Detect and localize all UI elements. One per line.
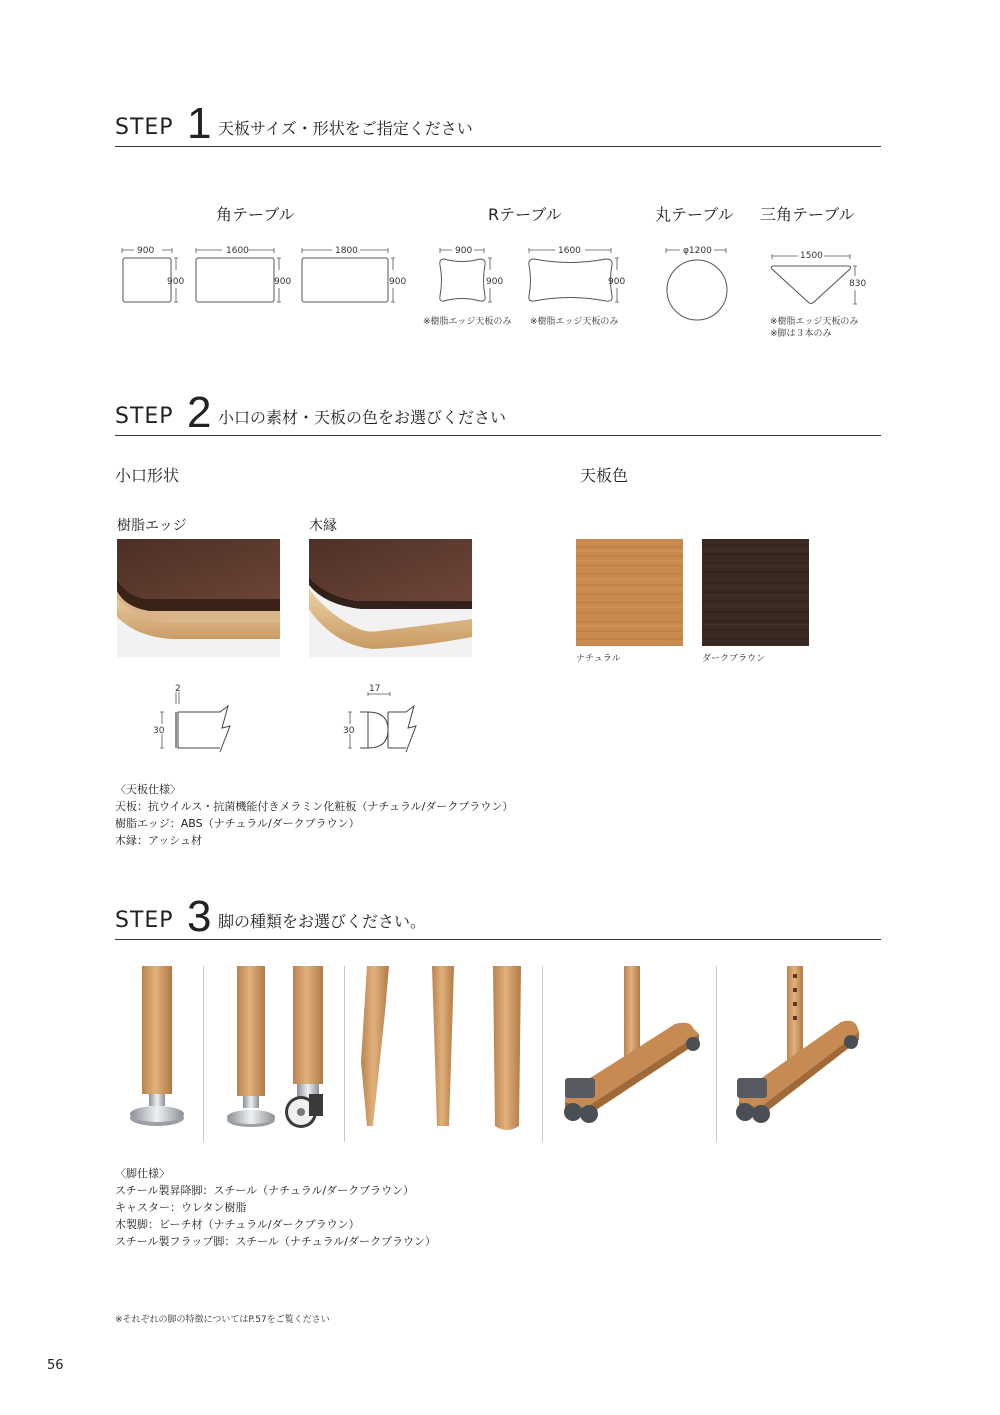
swatch-dark-brown [702,539,809,646]
wood-edge-width-dim: 17 [369,684,381,694]
leg-spec-line: 木製脚：ビーチ材（ナチュラル/ダークブラウン） [115,1218,360,1231]
step2-number: 2 [187,388,212,437]
wood-edge-section-diagram [342,682,437,752]
resin-edge-height-dim: 30 [153,726,165,736]
step1-title: 天板サイズ・形状をご指定ください [218,119,473,138]
tenban-spec-heading: 〈天板仕様〉 [115,783,181,796]
swatch-dark-brown-label: ダークブラウン [702,654,766,664]
r-1600-width: 1600 [558,246,581,256]
kaku-1800-depth: 900 [389,277,407,287]
r-1600-note: ※樹脂エッジ天板のみ [530,317,619,327]
group-maru-table: 丸テーブル [655,205,734,224]
tenban-spec-line: 天板：抗ウイルス・抗菌機能付きメラミン化粧板（ナチュラル/ダークブラウン） [115,800,514,813]
step1-number: 1 [187,99,212,148]
step2-word: STEP [115,404,174,429]
edge-wood-label: 木縁 [309,518,337,534]
edge-resin-label: 樹脂エッジ [117,518,187,534]
group-kaku-table: 角テーブル [216,205,295,224]
step3-header [115,891,881,940]
resin-edge-width-dim: 2 [175,684,181,694]
step1-word: STEP [115,115,174,140]
koguchi-heading: 小口形状 [115,466,180,485]
kaku-1800-width: 1800 [335,246,358,256]
swatch-natural-label: ナチュラル [576,654,621,664]
maru-diameter: φ1200 [683,246,712,256]
leg-footnote: ※それぞれの脚の特徴についてはP.57をご覧ください [115,1315,330,1325]
group-sankaku-table: 三角テーブル [760,205,855,224]
leg-spec-line: スチール製フラップ脚：スチール（ナチュラル/ダークブラウン） [115,1235,436,1248]
leg-spec [115,1165,436,1250]
leg-spec-line: キャスター：ウレタン樹脂 [115,1201,247,1214]
r-1600-depth: 900 [608,277,626,287]
r-900-width: 900 [455,246,473,256]
kaku-1600-width: 1600 [226,246,249,256]
tenban-heading: 天板色 [580,466,629,485]
r-table-900-diagram [438,244,508,306]
sankaku-width: 1500 [800,251,823,261]
step1-header [115,98,881,147]
tenban-spec-line: 木縁：アッシュ材 [115,834,203,847]
kaku-900-depth: 900 [167,277,185,287]
step2-title: 小口の素材・天板の色をお選びください [218,408,507,427]
step3-number: 3 [187,892,212,941]
r-900-depth: 900 [486,277,504,287]
kaku-table-900-diagram [120,244,190,306]
legs-photo-strip [115,962,881,1142]
wood-edge-height-dim: 30 [343,726,355,736]
sankaku-depth: 830 [849,279,867,289]
step2-header [115,387,881,436]
maru-table-diagram [664,244,734,324]
wood-edge-photo [309,539,472,657]
leg-spec-heading: 〈脚仕様〉 [115,1167,170,1180]
leg-spec-line: スチール製昇降脚：スチール（ナチュラル/ダークブラウン） [115,1184,415,1197]
step3-word: STEP [115,908,174,933]
resin-edge-section-diagram [150,682,245,752]
r-900-note: ※樹脂エッジ天板のみ [423,317,512,327]
kaku-900-width: 900 [137,246,155,256]
sankaku-note-2: ※脚は３本のみ [770,329,832,339]
sankaku-note-1: ※樹脂エッジ天板のみ [770,317,859,327]
page-number: 56 [47,1358,64,1373]
swatch-natural [576,539,683,646]
step3-title: 脚の種類をお選びください。 [218,912,427,931]
resin-edge-photo [117,539,280,657]
tenban-spec-line: 樹脂エッジ：ABS（ナチュラル/ダークブラウン） [115,817,360,830]
tenban-spec [115,781,513,849]
group-r-table: Rテーブル [488,205,562,224]
kaku-1600-depth: 900 [274,277,292,287]
